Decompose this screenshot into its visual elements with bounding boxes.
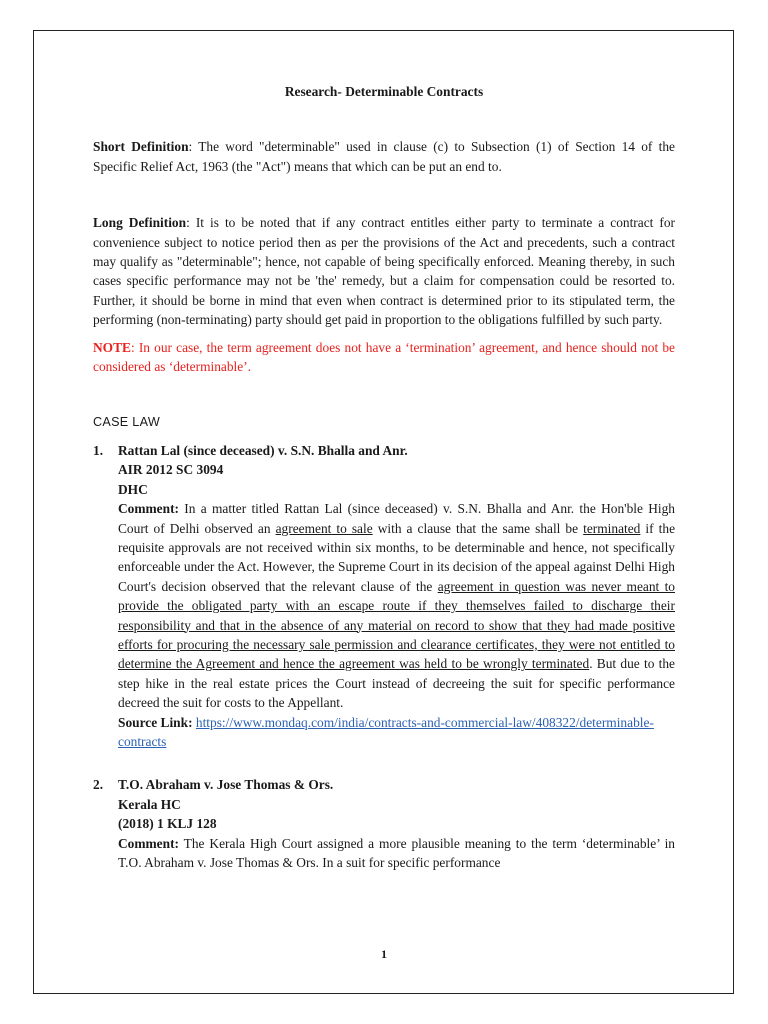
note-paragraph xyxy=(93,338,675,377)
comment-text: if the requisite approvals are not received within six months, to be determinable and hence, not specifically enforceable under the Act. However, the Supreme Court in its decision of the appeal against Delhi High Court's decision observed that the relevant clause of the xyxy=(118,520,676,594)
comment-text: . But due to the step hike in the real estate prices the Court instead of decreeing the suit for specific performance decreed the suit for costs to the Appellant. xyxy=(118,656,676,711)
note-label: NOTE xyxy=(93,339,131,355)
document-body xyxy=(93,82,675,872)
comment-underlined: terminated xyxy=(583,520,641,536)
source-link[interactable]: https://www.mondaq.com/india/contracts-and-commercial-law/408322/determinable-contracts xyxy=(118,714,654,749)
long-definition xyxy=(93,213,675,329)
case-number: 2. xyxy=(93,777,104,793)
source-line xyxy=(118,713,675,752)
case-number: 1. xyxy=(93,442,104,458)
case-citation: (2018) 1 KLJ 128 xyxy=(118,816,217,832)
case-court: Kerala HC xyxy=(118,796,181,812)
case-name: T.O. Abraham v. Jose Thomas & Ors. xyxy=(118,777,334,793)
source-label: Source Link: xyxy=(118,714,193,730)
long-definition-text: : It is to be noted that if any contract entitles either party to terminate a contract for convenience subject to notice period then as per the provisions of the Act and precedents, such a contract may qualify as "determinable"; hence, not capable of being specifically enforced. Meaning thereby, in such cases specific performance may not be 'the' remedy, but a claim for compensation could be resorted to. Further, it should be borne in mind that even when contract is determined prior to its stipulated term, the performing (non-terminating) party should get paid in proportion to the obligations fulfilled by such party. xyxy=(93,215,675,328)
comment-text: with a clause that the same shall be xyxy=(372,520,584,536)
comment-underlined: agreement to sale xyxy=(275,520,373,536)
long-definition-label: Long Definition xyxy=(93,215,187,231)
case-court: DHC xyxy=(118,481,148,497)
short-definition-label: Short Definition xyxy=(93,139,189,155)
note-text: : In our case, the term agreement does not have a ‘termination’ agreement, and hence should not be considered as ‘determinable’. xyxy=(93,339,675,375)
comment-label: Comment: xyxy=(118,501,179,517)
case-name: Rattan Lal (since deceased) v. S.N. Bhalla and Anr. xyxy=(118,442,408,458)
document-title: Research- Determinable Contracts xyxy=(284,84,484,99)
case-comment xyxy=(118,834,675,873)
short-definition-text: : The word "determinable" used in clause (c) to Subsection (1) of Section 14 of the Specific Relief Act, 1963 (the "Act") means that which can be put an end to. xyxy=(93,139,675,174)
case-item-1 xyxy=(93,441,675,752)
case-item-2 xyxy=(93,775,675,872)
comment-label: Comment: xyxy=(118,835,179,851)
comment-underlined: agreement in question was never meant to provide the obligated party with an escape route if they themselves failed to discharge their responsibility and that in the absence of any material on record to show that they had made positive efforts for procuring the necessary sale permission and clearance certificates, they were not entitled to determine the Agreement and hence the agreement was held to be wrongly terminated xyxy=(118,578,675,672)
case-comment xyxy=(118,499,675,712)
case-law-heading: CASE LAW xyxy=(93,415,161,430)
comment-text: The Kerala High Court assigned a more plausible meaning to the term ‘determinable’ in T.O. Abraham v. Jose Thomas & Ors. In a suit for specific performance xyxy=(118,835,675,870)
short-definition xyxy=(93,137,675,176)
case-citation: AIR 2012 SC 3094 xyxy=(118,462,224,478)
comment-text: In a matter titled Rattan Lal (since deceased) v. S.N. Bhalla and Anr. the Hon'ble High Court of Delhi observed an xyxy=(118,501,675,536)
page-number: 1 xyxy=(381,947,387,961)
